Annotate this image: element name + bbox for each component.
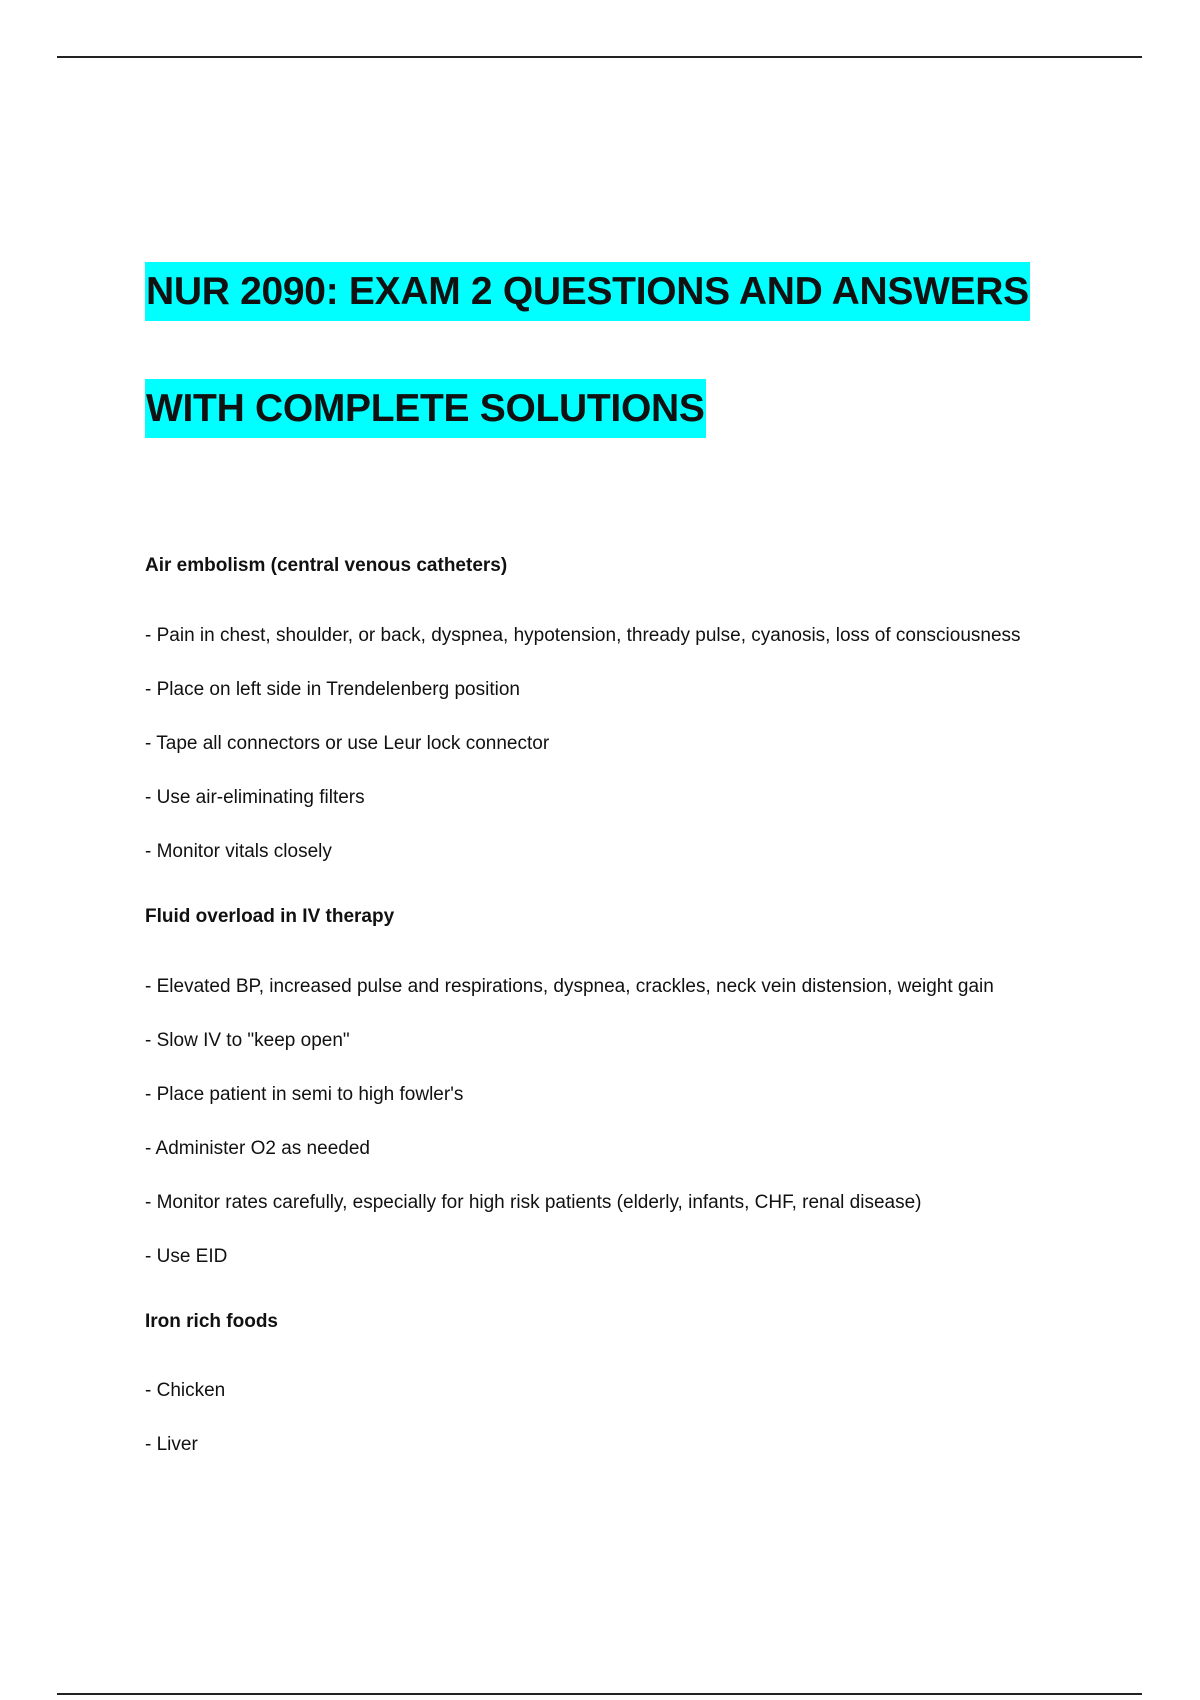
section-heading: Fluid overload in IV therapy — [145, 906, 395, 927]
section-items — [145, 1379, 1105, 1457]
section-iron-rich-foods — [145, 1310, 1105, 1457]
title-line-1: NUR 2090: EXAM 2 QUESTIONS AND ANSWERS — [145, 262, 1030, 321]
section-items — [145, 624, 1105, 864]
document-content — [145, 262, 1105, 1457]
list-item: - Use EID — [145, 1246, 228, 1267]
section-items — [145, 975, 1105, 1269]
list-item: - Place on left side in Trendelenberg position — [145, 679, 520, 700]
list-item: - Pain in chest, shoulder, or back, dyspnea, hypotension, thready pulse, cyanosis, loss of consciousness — [145, 625, 1021, 646]
section-heading: Air embolism (central venous catheters) — [145, 555, 508, 576]
section-air-embolism — [145, 554, 1105, 864]
title-line-2: WITH COMPLETE SOLUTIONS — [145, 379, 706, 438]
list-item: - Use air-eliminating filters — [145, 787, 365, 808]
list-item: - Monitor rates carefully, especially for high risk patients (elderly, infants, CHF, renal disease) — [145, 1192, 922, 1213]
top-rule — [57, 56, 1142, 58]
section-fluid-overload — [145, 905, 1105, 1269]
list-item: - Place patient in semi to high fowler's — [145, 1084, 464, 1105]
bottom-rule — [57, 1693, 1142, 1695]
section-heading: Iron rich foods — [145, 1311, 278, 1332]
list-item: - Elevated BP, increased pulse and respirations, dyspnea, crackles, neck vein distension, weight gain — [145, 976, 994, 997]
list-item: - Liver — [145, 1434, 198, 1455]
list-item: - Tape all connectors or use Leur lock connector — [145, 733, 550, 754]
list-item: - Administer O2 as needed — [145, 1138, 370, 1159]
list-item: - Slow IV to "keep open" — [145, 1030, 350, 1051]
list-item: - Monitor vitals closely — [145, 841, 332, 862]
list-item: - Chicken — [145, 1380, 226, 1401]
document-title — [145, 262, 1105, 496]
